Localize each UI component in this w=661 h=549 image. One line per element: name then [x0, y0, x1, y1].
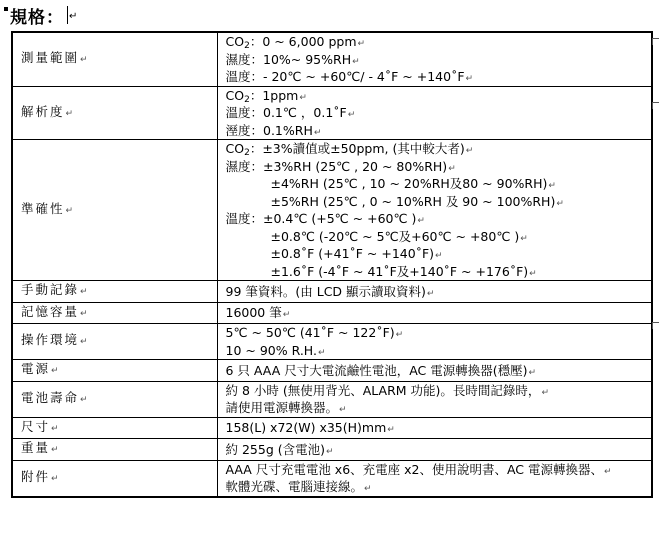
spec-value-cell [217, 302, 652, 324]
return-mark: ↵ [357, 39, 366, 49]
table-edge-marker [652, 102, 659, 109]
spec-value-line [226, 122, 652, 140]
spec-value-line [226, 362, 652, 380]
spec-value-text: 溫度：0.1℃ ，0.1˚F [225, 105, 347, 120]
return-mark: ↵ [465, 146, 474, 156]
bullet-mark [4, 7, 8, 11]
return-mark: ↵ [387, 425, 395, 435]
table-edge-marker [652, 38, 659, 45]
spec-value-line [226, 245, 652, 263]
spec-value-text: 濕度：10%~ 95%RH [225, 51, 352, 67]
co2-label: CO [225, 87, 245, 103]
co2-label: CO [225, 141, 245, 156]
spec-value-text: ：±3%讀值或±50ppm, (其中較大者) [249, 141, 465, 156]
spec-label: 重量 [21, 440, 51, 455]
return-mark: ↵ [465, 74, 474, 84]
spec-value-text: ±0.8˚F (+41˚F ~ +140˚F) [270, 246, 435, 261]
return-mark: ↵ [313, 127, 322, 138]
return-mark: ↵ [80, 55, 88, 65]
spec-row [12, 360, 652, 382]
return-mark: ↵ [395, 330, 404, 340]
spec-value-line [226, 104, 652, 122]
spec-value-line [226, 68, 652, 86]
spec-row [12, 460, 652, 497]
spec-value-text: 溼度：0.1%RH [225, 122, 313, 138]
spec-label-cell [12, 140, 217, 281]
return-mark: ↵ [435, 251, 443, 261]
spec-value-cell [217, 460, 652, 497]
spec-value-cell [217, 324, 652, 360]
return-mark: ↵ [347, 110, 356, 120]
spec-value-line [226, 304, 652, 322]
spec-value-line [226, 399, 652, 417]
spec-label-cell [12, 360, 217, 382]
spec-value-text: 16000 筆 [225, 305, 282, 320]
spec-value-cell [217, 381, 652, 417]
co2-subscript: 2 [244, 94, 250, 105]
spec-label: 手動記錄 [21, 282, 80, 297]
spec-value-line [226, 228, 652, 246]
return-mark: ↵ [604, 466, 612, 477]
return-mark: ↵ [529, 268, 537, 279]
return-mark: ↵ [352, 56, 360, 67]
spec-value-text: 99 筆資料。(由 LCD 顯示讀取資料) [225, 283, 426, 299]
spec-value-cell [217, 140, 652, 281]
return-mark: ↵ [520, 233, 528, 244]
spec-label-cell [12, 86, 217, 140]
return-mark: ↵ [51, 423, 59, 434]
spec-label: 電源 [21, 361, 51, 376]
spec-label-cell [12, 460, 217, 497]
spec-label-cell [12, 439, 217, 461]
spec-label-cell [12, 32, 217, 86]
spec-row [12, 86, 652, 140]
return-mark: ↵ [51, 366, 59, 376]
return-mark: ↵ [51, 473, 59, 484]
spec-value-text: ±0.8℃ (-20℃ ~ 5℃及+60℃ ~ +80℃ ) [270, 228, 520, 244]
spec-value-line [226, 441, 652, 459]
return-mark: ↵ [339, 405, 347, 415]
spec-value-cell [217, 86, 652, 140]
spec-row [12, 417, 652, 439]
spec-value-line [226, 263, 652, 281]
spec-value-cell [217, 32, 652, 86]
spec-label: 測量範圍 [21, 50, 80, 65]
spec-value-text: ：1ppm [249, 87, 299, 103]
return-mark: ↵ [80, 394, 88, 405]
return-mark: ↵ [556, 198, 564, 209]
return-mark: ↵ [317, 347, 326, 358]
spec-value-text: 約 255g (含電池) [225, 441, 325, 457]
spec-value-line [226, 33, 652, 51]
spec-value-line [226, 283, 652, 301]
return-mark: ↵ [80, 337, 88, 348]
spec-table [11, 31, 653, 498]
return-mark: ↵ [448, 163, 456, 174]
spec-value-text: ±4%RH (25℃ , 10 ~ 20%RH及80 ~ 90%RH) [270, 176, 548, 191]
spec-value-text: AAA 尺寸充電電池 x6、充電座 x2、使用說明書、AC 電源轉換器、 [225, 461, 604, 477]
spec-label-cell [12, 417, 217, 439]
return-mark: ↵ [80, 308, 88, 319]
spec-value-text: 溫度：- 20℃ ~ +60℃/ - 4˚F ~ +140˚F [225, 69, 465, 84]
spec-value-text: 請使用電源轉換器。 [225, 400, 339, 415]
spec-label: 記憶容量 [21, 303, 80, 319]
spec-label-cell [12, 381, 217, 417]
spec-label: 電池壽命 [21, 389, 80, 405]
heading-title: 規格： [10, 7, 64, 28]
spec-value-cell [217, 417, 652, 439]
spec-value-cell [217, 281, 652, 303]
spec-label: 解析度 [21, 103, 65, 119]
spec-value-line [226, 87, 652, 105]
return-mark: ↵ [417, 216, 425, 226]
spec-value-line [226, 140, 652, 158]
spec-row [12, 32, 652, 86]
return-mark: ↵ [69, 10, 79, 22]
table-edge-marker [652, 322, 659, 329]
spec-value-text: ：0 ~ 6,000 ppm [249, 34, 357, 49]
spec-table-body [12, 32, 652, 497]
return-mark: ↵ [299, 92, 307, 103]
spec-value-line [226, 324, 652, 342]
return-mark: ↵ [65, 108, 74, 119]
return-mark: ↵ [65, 205, 74, 216]
co2-subscript: 2 [244, 148, 250, 158]
spec-row [12, 381, 652, 417]
spec-value-line [226, 193, 652, 211]
spec-value-line [226, 478, 652, 496]
return-mark: ↵ [364, 484, 372, 494]
spec-row [12, 302, 652, 324]
spec-value-text: 10 ~ 90% R.H. [225, 342, 317, 358]
spec-value-cell [217, 360, 652, 382]
return-mark: ↵ [282, 310, 291, 320]
text-cursor [67, 6, 68, 24]
return-mark: ↵ [548, 181, 556, 191]
spec-value-text: 溫度：±0.4℃ (+5℃ ~ +60℃ ) [225, 211, 417, 226]
spec-value-text: ±5%RH (25℃ , 0 ~ 10%RH 及 90 ~ 100%RH) [270, 193, 556, 209]
spec-row [12, 281, 652, 303]
return-mark: ↵ [80, 287, 88, 297]
spec-value-text: ±1.6˚F (-4˚F ~ 41˚F及+140˚F ~ +176˚F) [270, 263, 529, 279]
spec-value-text: 158(L) x72(W) x35(H)mm [225, 420, 387, 435]
spec-value-line [226, 158, 652, 176]
spec-value-line [226, 210, 652, 228]
spec-row [12, 439, 652, 461]
spec-value-text: 濕度：±3%RH (25℃ , 20 ~ 80%RH) [225, 158, 448, 174]
spec-label: 附件 [21, 468, 51, 484]
spec-label: 操作環境 [21, 332, 80, 348]
spec-row [12, 140, 652, 281]
spec-label-cell [12, 281, 217, 303]
spec-value-text: 約 8 小時 (無使用背光、ALARM 功能)。長時間記錄時， [225, 382, 541, 398]
spec-value-text: 6 只 AAA 尺寸大電流鹼性電池，AC 電源轉換器(穩壓) [225, 362, 528, 378]
spec-value-line [226, 419, 652, 437]
spec-heading [4, 4, 78, 26]
spec-value-line [226, 382, 652, 400]
return-mark: ↵ [426, 288, 435, 299]
spec-label: 準確性 [21, 200, 65, 216]
spec-label-cell [12, 324, 217, 360]
spec-label: 尺寸 [21, 418, 51, 434]
spec-value-text: 5℃ ~ 50℃ (41˚F ~ 122˚F) [225, 325, 395, 340]
spec-value-line [226, 342, 652, 360]
spec-value-line [226, 51, 652, 69]
return-mark: ↵ [51, 445, 59, 455]
co2-label: CO [225, 34, 245, 49]
spec-value-line [226, 461, 652, 479]
spec-value-text: 軟體光碟、電腦連接線。 [225, 479, 364, 494]
return-mark: ↵ [326, 446, 334, 457]
return-mark: ↵ [541, 387, 549, 398]
spec-label-cell [12, 302, 217, 324]
spec-value-line [226, 175, 652, 193]
return-mark: ↵ [528, 367, 537, 378]
spec-row [12, 324, 652, 360]
co2-subscript: 2 [244, 41, 250, 51]
spec-value-cell [217, 439, 652, 461]
